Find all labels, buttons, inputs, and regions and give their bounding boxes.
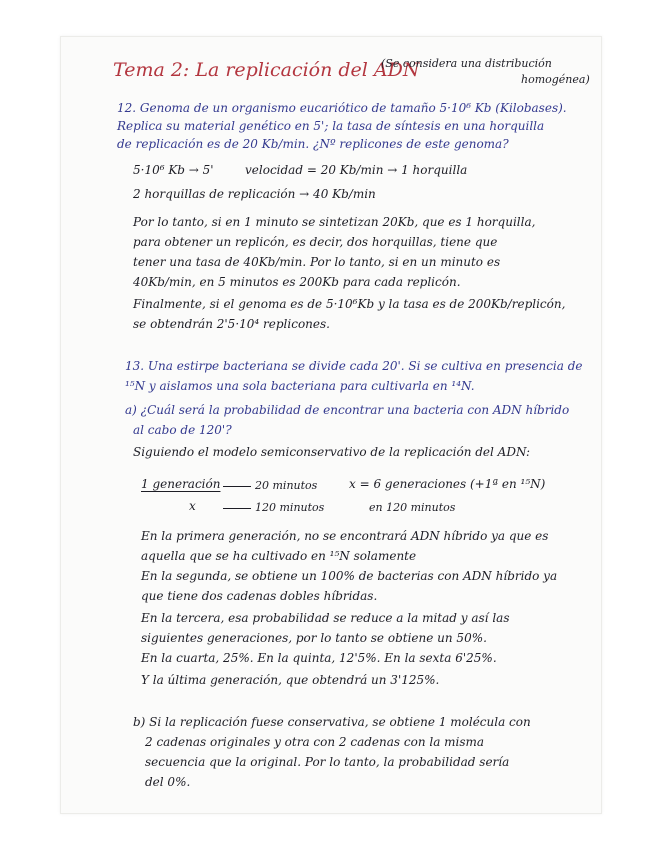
q13-answer-a-line-7: En la cuarta, 25%. En la quinta, 12'5%. En la sexta 6'25%.: [141, 651, 497, 665]
page-title: Tema 2: La replicación del ADN: [113, 59, 420, 81]
q12-answer-line-5: Finalmente, si el genoma es de 5·10⁶Kb y la tasa es de 200Kb/replicón,: [133, 297, 566, 311]
rule-row1-right: x = 6 generaciones (+1ª en ¹⁵N): [349, 477, 546, 491]
q13-answer-a-line-3: En la segunda, se obtiene un 100% de bacterias con ADN híbrido ya: [141, 569, 558, 583]
rule-row1-mid: 20 minutos: [255, 479, 318, 492]
rule-dash-1: [223, 486, 251, 487]
q13-answer-a-line-1: En la primera generación, no se encontrará ADN híbrido ya que es: [141, 529, 549, 543]
q13-answer-b-line-4: del 0%.: [145, 775, 191, 789]
q12-data-right: velocidad = 20 Kb/min → 1 horquilla: [245, 163, 468, 177]
q13-model-line: Siguiendo el modelo semiconservativo de la replicación del ADN:: [133, 445, 531, 459]
q12-answer-line-6: se obtendrán 2'5·10⁴ replicones.: [133, 317, 330, 331]
notebook-page: [60, 36, 602, 814]
rule-dash-2: [223, 508, 251, 509]
q13-part-a-line-2: al cabo de 120'?: [133, 423, 232, 437]
q12-data-line-2: 2 horquillas de replicación → 40 Kb/min: [133, 187, 376, 201]
rule-row2-left: x: [189, 499, 196, 513]
q12-statement-line-3: de replicación es de 20 Kb/min. ¿Nº replicones de este genoma?: [117, 137, 509, 151]
q13-answer-b-line-3: secuencia que la original. Por lo tanto, la probabilidad sería: [145, 755, 510, 769]
q12-statement-line-1: 12. Genoma de un organismo eucariótico de tamaño 5·10⁶ Kb (Kilobases).: [117, 101, 567, 115]
q13-answer-b-line-1: b) Si la replicación fuese conservativa, se obtiene 1 molécula con: [133, 715, 531, 729]
q12-answer-line-3: tener una tasa de 40Kb/min. Por lo tanto, si en un minuto es: [133, 255, 501, 269]
title-note-line-2: homogénea): [521, 73, 590, 86]
q12-answer-line-4: 40Kb/min, en 5 minutos es 200Kb para cada replicón.: [133, 275, 461, 289]
rule-row2-right: en 120 minutos: [369, 501, 456, 514]
q13-answer-a-line-2: aquella que se ha cultivado en ¹⁵N solamente: [141, 549, 417, 563]
q12-data-left: 5·10⁶ Kb → 5': [133, 163, 214, 177]
q13-answer-a-line-6: siguientes generaciones, por lo tanto se obtiene un 50%.: [141, 631, 487, 645]
q13-answer-a-line-5: En la tercera, esa probabilidad se reduce a la mitad y así las: [141, 611, 510, 625]
q12-answer-line-2: para obtener un replicón, es decir, dos horquillas, tiene que: [133, 235, 498, 249]
q13-answer-a-line-8: Y la última generación, que obtendrá un 3'125%.: [141, 673, 440, 687]
rule-row1-left: 1 generación: [141, 477, 221, 491]
title-note-line-1: (Se considera una distribución: [381, 57, 552, 70]
q13-answer-b-line-2: 2 cadenas originales y otra con 2 cadenas con la misma: [145, 735, 485, 749]
q13-statement-line-2: ¹⁵N y aislamos una sola bacteriana para cultivarla en ¹⁴N.: [125, 379, 475, 393]
q12-statement-line-2: Replica su material genético en 5'; la tasa de síntesis en una horquilla: [117, 119, 545, 133]
q12-answer-line-1: Por lo tanto, si en 1 minuto se sintetizan 20Kb, que es 1 horquilla,: [133, 215, 536, 229]
q13-statement-line-1: 13. Una estirpe bacteriana se divide cada 20'. Si se cultiva en presencia de: [125, 359, 583, 373]
rule-row2-mid: 120 minutos: [255, 501, 325, 514]
q13-answer-a-line-4: que tiene dos cadenas dobles híbridas.: [141, 589, 378, 603]
q13-part-a-line-1: a) ¿Cuál será la probabilidad de encontrar una bacteria con ADN híbrido: [125, 403, 570, 417]
